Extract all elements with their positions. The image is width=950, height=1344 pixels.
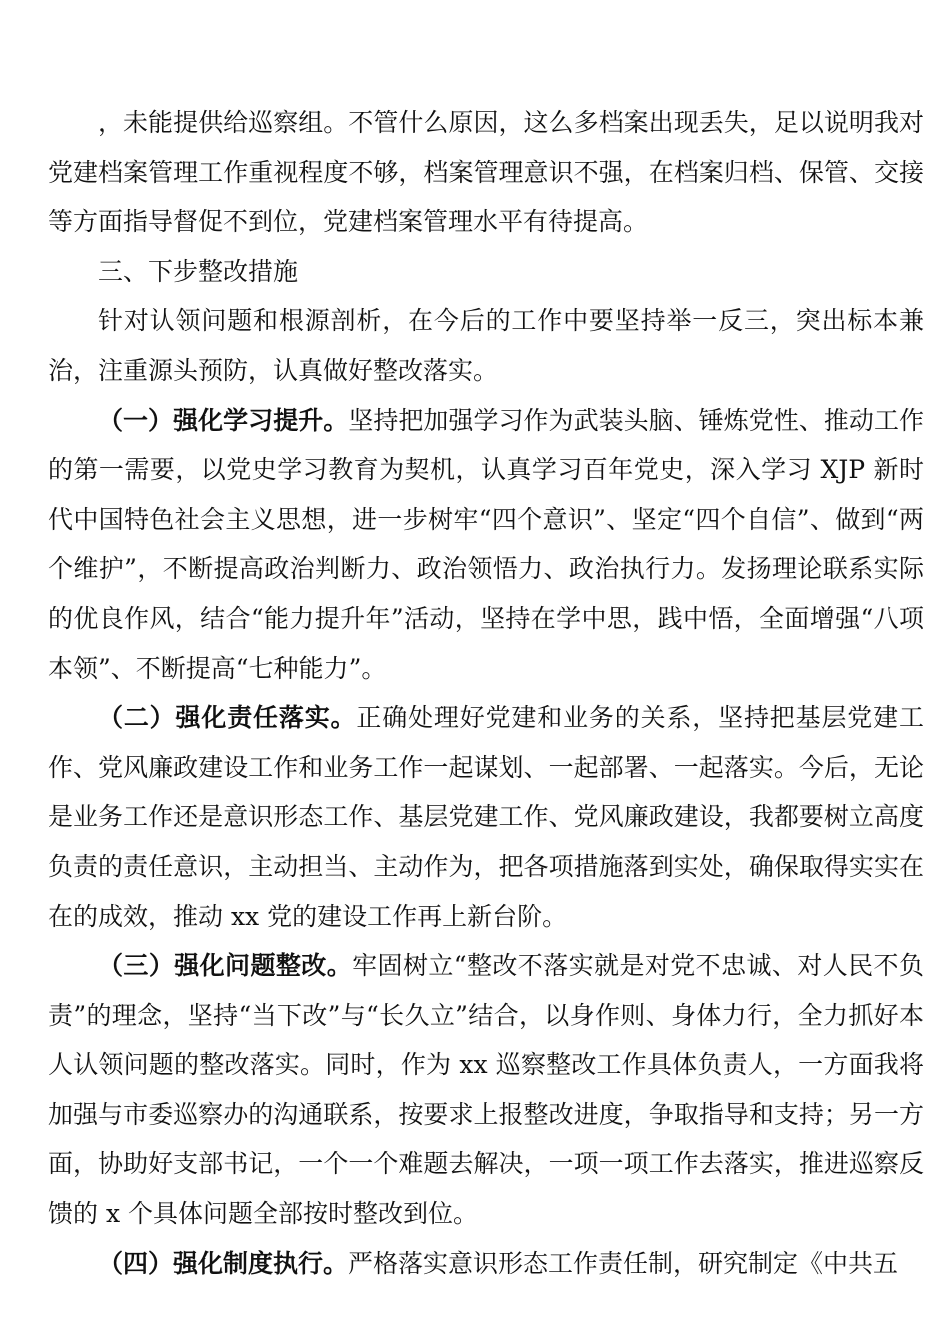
measure-item-2 bbox=[48, 693, 924, 941]
measure-item-4 bbox=[48, 1239, 924, 1289]
measure-body-2: 正确处理好党建和业务的关系，坚持把基层党建工作、党风廉政建设工作和业务工作一起谋划、一起部署、一起落实。今后，无论是业务工作还是意识形态工作、基层党建工作、党风廉政建设，我都要树立高度负责的责任意识，主动担当、主动作为，把各项措施落到实处，确保取得实实在在的成效，推动 xx 党的建设工作再上新台阶。 bbox=[48, 703, 924, 931]
measure-title-4: （四）强化制度执行。 bbox=[98, 1248, 349, 1278]
section-heading: 三、下步整改措施 bbox=[98, 256, 299, 286]
measure-title-2: （二）强化责任落实。 bbox=[98, 703, 357, 733]
paragraph-lead: 针对认领问题和根源剖析，在今后的工作中要坚持举一反三，突出标本兼治，注重源头预防，认真做好整改落实。 bbox=[48, 306, 924, 385]
measure-title-1: （一）强化学习提升。 bbox=[98, 405, 349, 435]
measure-body-1: 坚持把加强学习作为武装头脑、锤炼党性、推动工作的第一需要，以党史学习教育为契机，认真学习百年党史，深入学习 XJP 新时代中国特色社会主义思想，进一步树牢“四个意识”、坚定“四个自信”、做到“两个维护”，不断提高政治判断力、政治领悟力、政治执行力。发扬理论联系实际的优良作风，结合“能力提升年”活动，坚持在学中思，践中悟，全面增强“八项本领”、不断提高“七种能力”。 bbox=[48, 405, 924, 683]
document-page bbox=[48, 98, 924, 1288]
paragraph-continued: ，未能提供给巡察组。不管什么原因，这么多档案出现丢失，足以说明我对党建档案管理工作重视程度不够，档案管理意识不强，在档案归档、保管、交接等方面指导督促不到位，党建档案管理水平有待提高。 bbox=[48, 108, 924, 237]
measure-item-3 bbox=[48, 941, 924, 1239]
measure-body-4: 严格落实意识形态工作责任制，研究制定《中共五 bbox=[348, 1248, 899, 1278]
measure-body-3: 牢固树立“整改不落实就是对党不忠诚、对人民不负责”的理念，坚持“当下改”与“长久立”结合，以身作则、身体力行，全力抓好本人认领问题的整改落实。同时，作为 xx 巡察整改工作具体负责人，一方面我将加强与市委巡察办的沟通联系，按要求上报整改进度，争取指导和支持；另一方面，协助好支部书记，一个一个难题去解决，一项一项工作去落实，推进巡察反馈的 x 个具体问题全部按时整改到位。 bbox=[48, 951, 924, 1229]
measure-item-1 bbox=[48, 396, 924, 694]
measure-title-3: （三）强化问题整改。 bbox=[98, 951, 353, 981]
